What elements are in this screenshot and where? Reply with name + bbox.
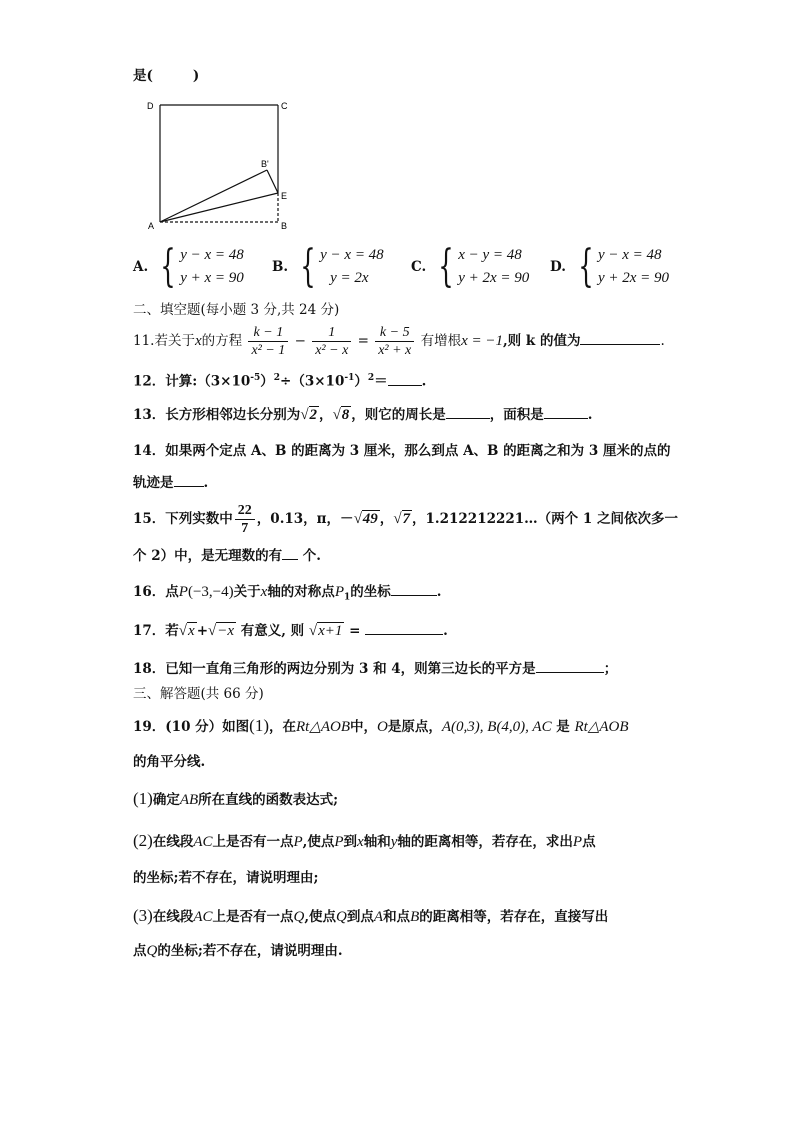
segment-bprime-e	[267, 170, 278, 193]
segment-ab-prime	[160, 170, 267, 222]
question-19-part3-line2: 点Q的坐标;若不存在，请说明理由.	[133, 943, 343, 959]
label-a: A	[148, 221, 155, 231]
question-19-line1: 19．(10 分）如图(1)，在Rt△AOB中，O是原点，A(0,3), B(4,0), AC 是 Rt△AOB	[133, 716, 629, 735]
question-19-part2-line2: 的坐标;若不存在，请说明理由;	[133, 870, 319, 886]
answer-blank[interactable]	[391, 583, 437, 596]
answer-blank[interactable]	[544, 406, 588, 419]
label-c: C	[281, 101, 288, 111]
option-d[interactable]: D. { y − x = 48 y + 2x = 90	[550, 241, 669, 292]
fraction-2: $\frac{1}{\text{x² − x}}$	[312, 324, 351, 359]
question-15-line1: 15．下列实数中 $\frac{22}{7}$ ，0.13，π，－√49 ，√7 ，1.212212221…（两个 1 之间依次多一	[133, 503, 678, 536]
question-11: 11.若关于x的方程 $\frac{k - 1}{\text{x² − 1}}$ − $\frac{1}{\text{x² − x}}$ = $\frac{k - 5}{\text{x² + x}}$ 有增根x = −1,则 k 的值为 .	[133, 325, 665, 358]
option-c[interactable]: C. { x − y = 48 y + 2x = 90	[411, 241, 530, 292]
question-13: 13．长方形相邻边长分别为√2 ，√8 ，则它的周长是 ，面积是 .	[133, 407, 593, 423]
question-14-line2: 轨迹是 .	[133, 475, 209, 491]
question-18: 18．已知一直角三角形的两边分别为 3 和 4，则第三边长的平方是 ；	[133, 661, 618, 677]
question-19-part2-line1: (2)在线段AC上是否有一点P,使点P到x轴和y轴的距离相等，若存在，求出P点	[133, 831, 596, 850]
answer-blank[interactable]	[174, 474, 204, 487]
fraction-3: $\frac{k - 5}{\text{x² + x}}$	[375, 324, 414, 359]
question-14-line1: 14．如果两个定点 A、B 的距离为 3 厘米，那么到点 A、B 的距离之和为 3 厘米的点的	[133, 443, 671, 459]
answer-blank[interactable]	[446, 406, 490, 419]
section-heading-fill: 二、填空题(每小题 3 分,共 24 分)	[133, 302, 340, 318]
label-b: B	[281, 221, 288, 231]
question-19-part3-line1: (3)在线段AC上是否有一点Q,使点Q到点A和点B的距离相等，若存在，直接写出	[133, 906, 609, 925]
question-17: 17．若√x +√−x 有意义, 则 √x+1 = .	[133, 623, 448, 639]
square-figure	[143, 95, 293, 235]
question-12: 12．计算$:(3\times 10^{-5})^2\div(3\times 10^{-1})^2=$ .	[133, 373, 427, 390]
label-bprime: B'	[261, 159, 269, 169]
question-tail: 是( )	[133, 68, 200, 84]
answer-blank[interactable]	[536, 660, 604, 673]
label-e: E	[281, 191, 288, 201]
question-16: 16．点P(−3,−4)关于x轴的对称点$P_1$的坐标 .	[133, 584, 442, 603]
question-19-part1: (1)确定AB所在直线的函数表达式;	[133, 789, 339, 808]
segment-ae	[160, 193, 278, 222]
question-15-line2: 个 2）中，是无理数的有 个.	[133, 548, 321, 564]
answer-blank[interactable]	[388, 373, 422, 386]
fraction-1: $\frac{k - 1}{\text{x² − 1}}$	[248, 324, 288, 359]
option-b[interactable]: B. { y − x = 48 y = 2x	[272, 241, 384, 292]
answer-blank[interactable]	[580, 332, 660, 345]
answer-blank[interactable]	[282, 547, 298, 560]
answer-blank[interactable]	[365, 622, 443, 635]
option-a[interactable]: A. { y − x = 48 y + x = 90	[133, 241, 244, 292]
question-19-line2: 的角平分线.	[133, 754, 206, 770]
label-d: D	[147, 101, 154, 111]
section-heading-answer: 三、解答题(共 66 分)	[133, 686, 264, 702]
